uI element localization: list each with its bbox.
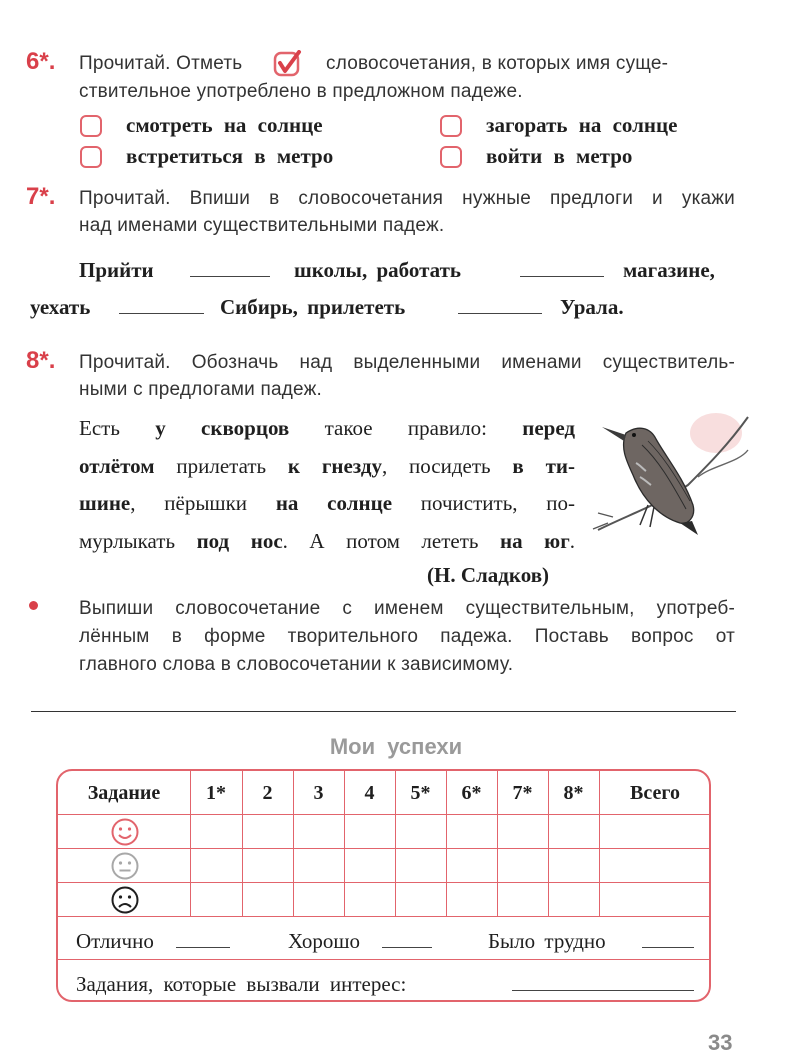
starling-bird-illustration <box>588 405 760 545</box>
table-header: 6* <box>461 782 482 804</box>
highlighted-noun-phrase: шине <box>79 491 131 515</box>
table-header: Всего <box>630 782 680 804</box>
highlighted-noun-phrase: в ти- <box>512 454 575 478</box>
sentence-word: уехать <box>30 295 91 319</box>
bullet-line2: лённым в форме творительного падежа. Поставь вопрос от <box>79 626 735 647</box>
rating-excellent-label: Отлично <box>76 929 154 953</box>
task8-number: 8*. <box>26 347 56 374</box>
rating-excellent-blank[interactable] <box>176 947 230 948</box>
story-text-fragment: . <box>569 529 575 553</box>
neutral-face-icon <box>110 851 140 886</box>
option-label: загорать на солнце <box>486 113 678 137</box>
highlighted-noun-phrase: под нос <box>196 529 283 553</box>
table-header: 1* <box>206 782 226 804</box>
table-header: Задание <box>87 782 161 804</box>
answer-blank[interactable] <box>520 276 604 277</box>
table-header: 2 <box>262 782 273 804</box>
answer-blank[interactable] <box>458 313 542 314</box>
highlighted-noun-phrase: перед <box>522 416 576 440</box>
story-text-fragment: прилетать <box>154 454 288 478</box>
checkmark-box-icon <box>273 50 303 78</box>
option-checkbox[interactable] <box>440 115 462 137</box>
task6-instruction-part2: словосочетания, в которых имя суще- <box>326 53 669 74</box>
option-label: встретиться в метро <box>126 144 334 168</box>
task6-instruction-part1: Прочитай. Отметь <box>79 53 243 74</box>
task7-number: 7*. <box>26 183 56 210</box>
story-text-fragment: такое правило: <box>289 416 523 440</box>
rating-good-label: Хорошо <box>288 929 361 953</box>
story-line <box>79 416 575 441</box>
answer-line[interactable] <box>31 711 736 712</box>
interest-blank[interactable] <box>512 990 694 991</box>
bullet-line3: главного слова в словосочетании к зависимому. <box>79 654 514 675</box>
rating-good-blank[interactable] <box>382 947 432 948</box>
sentence-word: Урала. <box>560 295 624 319</box>
table-header: 5* <box>410 782 431 804</box>
bullet-line1: Выпиши словосочетание с именем существительным, употреб- <box>79 598 735 619</box>
sad-face-icon <box>110 885 140 920</box>
bullet-icon <box>29 601 38 610</box>
option-label: войти в метро <box>486 144 633 168</box>
task7-instruction-line1: Прочитай. Впиши в словосочетания нужные предлоги и укажи <box>79 188 735 209</box>
answer-blank[interactable] <box>119 313 204 314</box>
story-line <box>79 529 575 554</box>
story-text-fragment: почистить, по- <box>392 491 576 515</box>
table-header: 3 <box>313 782 324 804</box>
story-text-fragment: мурлыкать <box>79 529 197 553</box>
story-text-fragment: Есть <box>79 416 156 440</box>
table-header: 8* <box>563 782 584 804</box>
sentence-word: школы, работать <box>294 258 462 282</box>
rating-hard-blank[interactable] <box>642 947 694 948</box>
story-text-fragment: , пёрышки <box>130 491 276 515</box>
success-title: Мои успехи <box>329 734 463 759</box>
interest-label: Задания, которые вызвали интерес: <box>76 972 407 996</box>
rating-hard-label: Было трудно <box>488 929 606 953</box>
task8-instruction-line2: ными с предлогами падеж. <box>79 379 322 400</box>
task7-instruction-line2: над именами существительными падеж. <box>79 215 445 236</box>
task8-instruction-line1: Прочитай. Обозначь над выделенными именами существитель- <box>79 352 735 373</box>
task6-number: 6*. <box>26 48 56 75</box>
story-text-fragment: , посидеть <box>381 454 513 478</box>
answer-blank[interactable] <box>190 276 270 277</box>
option-checkbox[interactable] <box>80 115 102 137</box>
page-number: 33 <box>708 1030 733 1055</box>
task6-instruction-line2: ствительное употреблено в предложном падеже. <box>79 81 523 102</box>
option-label: смотреть на солнце <box>126 113 323 137</box>
table-header: 7* <box>512 782 533 804</box>
story-text-fragment: . А потом лететь <box>282 529 501 553</box>
sentence-word: магазине, <box>623 258 715 282</box>
success-table <box>56 769 711 1002</box>
sentence-word: Прийти <box>79 258 154 282</box>
highlighted-noun-phrase: отлётом <box>79 454 155 478</box>
story-author: (Н. Сладков) <box>427 563 550 587</box>
happy-face-icon <box>110 817 140 852</box>
option-checkbox[interactable] <box>440 146 462 168</box>
option-checkbox[interactable] <box>80 146 102 168</box>
highlighted-noun-phrase: на юг <box>500 529 570 553</box>
highlighted-noun-phrase: к гнезду <box>287 454 382 478</box>
story-line <box>79 491 575 516</box>
sentence-word: Сибирь, прилететь <box>220 295 406 319</box>
story-line <box>79 454 575 479</box>
table-header: 4 <box>364 782 375 804</box>
highlighted-noun-phrase: на солнце <box>275 491 393 515</box>
highlighted-noun-phrase: у скворцов <box>155 416 290 440</box>
